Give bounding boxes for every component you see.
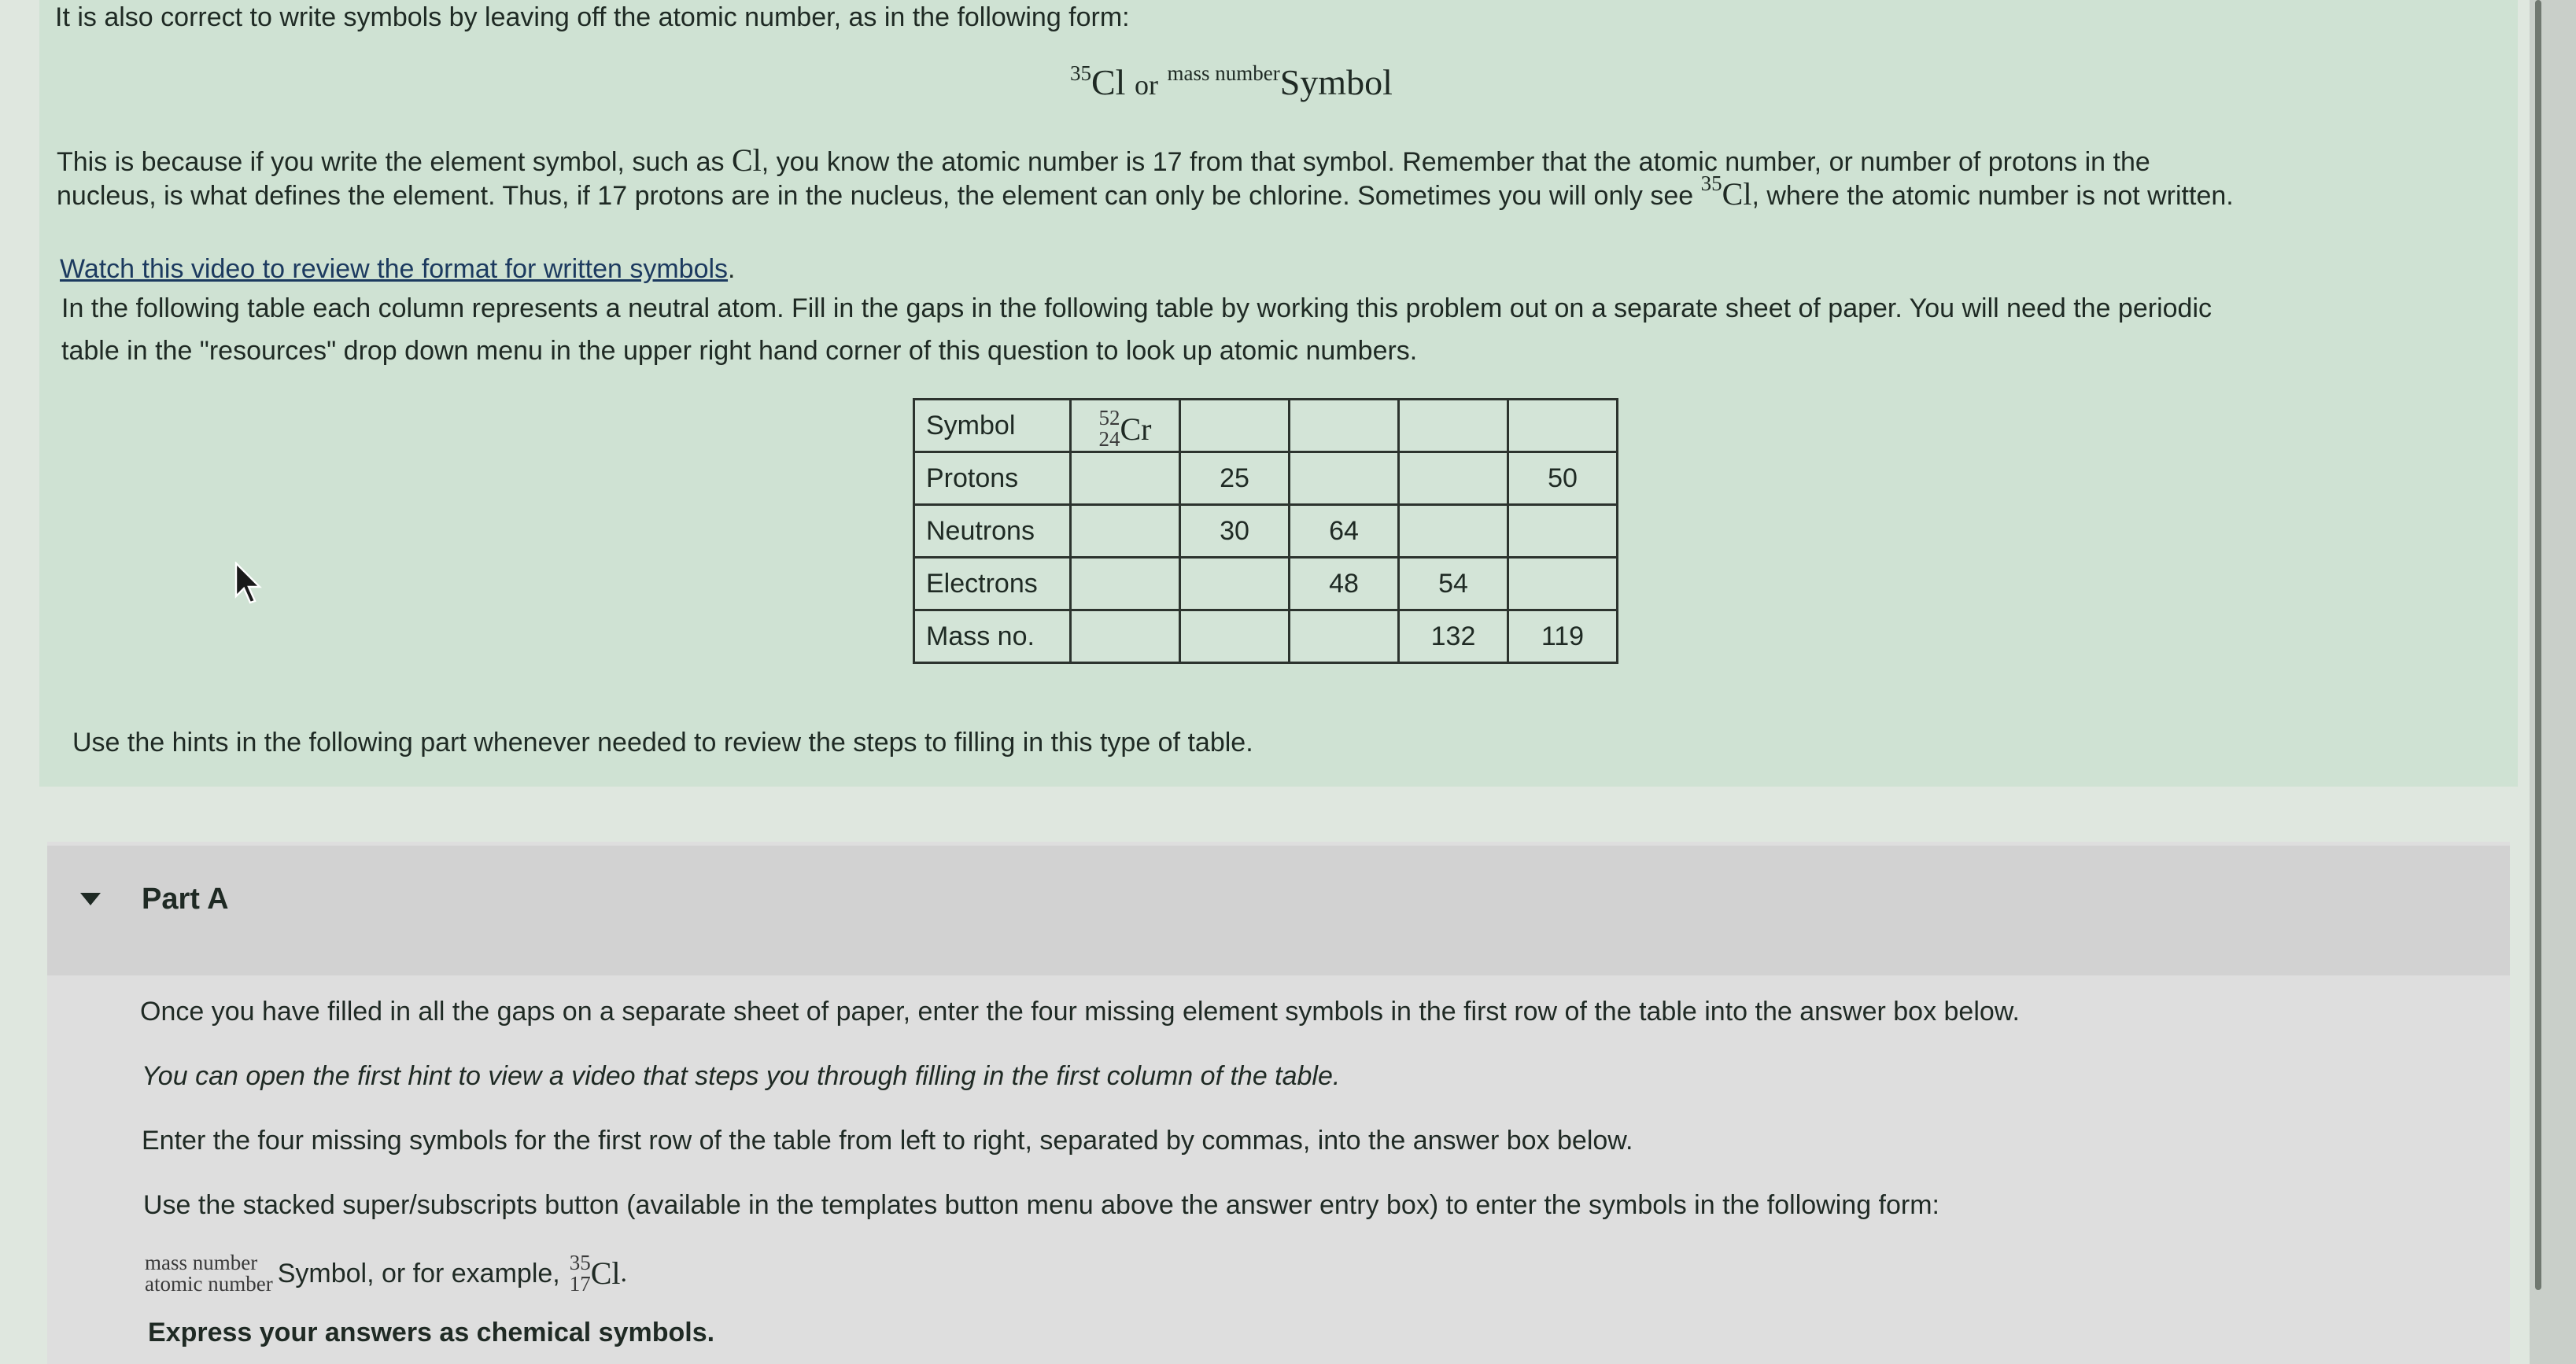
table-cell (1290, 610, 1399, 663)
express-instruction: Express your answers as chemical symbols. (148, 1318, 715, 1347)
table-cell: 30 (1180, 505, 1290, 558)
table-cell (1290, 400, 1399, 452)
scrollbar[interactable] (2535, 0, 2541, 1290)
element-cl: Cl (1722, 176, 1752, 212)
row-header-symbol: Symbol (914, 400, 1071, 452)
table-cell (1399, 400, 1508, 452)
part-a-label[interactable]: Part A (142, 883, 229, 916)
table-cell (1071, 558, 1180, 610)
explanation-text: nucleus, is what defines the element. Thus, if 17 protons are in the nucleus, the element can only be chlorine. Sometimes you will only see (57, 181, 1694, 211)
part-a-hint-note: You can open the first hint to view a video that steps you through filling in the first column of the table. (142, 1061, 1341, 1091)
table-cell (1180, 610, 1290, 663)
video-link[interactable]: Watch this video to review the format for written symbols (60, 254, 729, 284)
example-atomic: 17 (569, 1272, 591, 1296)
table-cell (1071, 505, 1180, 558)
table-cell (1290, 452, 1399, 505)
sup-mass: 35 (1700, 171, 1722, 195)
row-header: Protons (914, 452, 1071, 505)
table-cell (1180, 400, 1290, 452)
formula-mass: 35 (1070, 61, 1091, 85)
part-a-form-example (145, 1252, 627, 1295)
given-symbol-cell (1071, 400, 1180, 452)
table-row (914, 452, 1618, 505)
formula-element: Cl (1091, 62, 1126, 102)
given-mass: 52 (1098, 406, 1120, 429)
explanation-text: This is because if you write the element symbol, such as (57, 147, 725, 177)
collapse-arrow-icon[interactable] (80, 893, 101, 905)
row-header: Mass no. (914, 610, 1071, 663)
period: . (728, 254, 736, 284)
video-link-line (60, 252, 736, 286)
table-cell (1508, 400, 1618, 452)
table-cell (1071, 452, 1180, 505)
table-row (914, 610, 1618, 663)
table-cell: 64 (1290, 505, 1399, 558)
form-atomic-label: atomic number (145, 1272, 273, 1296)
table-cell (1071, 610, 1180, 663)
table-cell: 119 (1508, 610, 1618, 663)
period: . (620, 1259, 628, 1288)
example-stack (570, 1252, 591, 1295)
table-cell (1180, 558, 1290, 610)
table-cell: 25 (1180, 452, 1290, 505)
form-stack (145, 1252, 273, 1295)
isotope-table (913, 398, 1618, 664)
given-atomic: 24 (1098, 427, 1120, 451)
given-isotope-numbers (1099, 407, 1120, 450)
element-cl: Cl (731, 142, 762, 178)
formula-symbol: Symbol (1279, 62, 1393, 102)
table-cell: 54 (1399, 558, 1508, 610)
explanation-text: , you know the atomic number is 17 from that symbol. Remember that the atomic number, or number of protons in the (761, 147, 2150, 177)
table-row (914, 558, 1618, 610)
problem-panel (39, 0, 2518, 787)
mouse-cursor-icon (234, 562, 266, 606)
part-a-paragraph-4: Use the stacked super/subscripts button (available in the templates button menu above the answer entry box) to enter the symbols in the following form: (143, 1190, 1939, 1220)
form-text: Symbol, or for example, (277, 1259, 560, 1288)
table-cell (1399, 505, 1508, 558)
form-mass-label: mass number (145, 1251, 258, 1274)
formula-mass-label: mass number (1167, 61, 1280, 85)
row-header: Electrons (914, 558, 1071, 610)
explanation-text: , where the atomic number is not written. (1751, 181, 2234, 211)
part-a-header[interactable] (47, 846, 2510, 975)
example-isotope (570, 1252, 627, 1295)
part-a-paragraph-3: Enter the four missing symbols for the first row of the table from left to right, separated by commas, into the answer box below. (142, 1126, 1633, 1156)
example-mass: 35 (569, 1251, 591, 1274)
row-header: Neutrons (914, 505, 1071, 558)
table-cell (1508, 558, 1618, 610)
part-a-paragraph-1: Once you have filled in all the gaps on a separate sheet of paper, enter the four missing element symbols in the first row of the table into the answer box below. (140, 997, 2020, 1027)
intro-line: It is also correct to write symbols by leaving off the atomic number, as in the following form: (55, 2, 1130, 32)
table-cell (1508, 505, 1618, 558)
table-row-symbol (914, 400, 1618, 452)
instructions-line-1: In the following table each column represents a neutral atom. Fill in the gaps in the following table by working this problem out on a separate sheet of paper. You will need the periodic (61, 293, 2212, 323)
formula-or: or (1134, 69, 1158, 101)
explanation-line-2 (57, 171, 2234, 215)
explanation-line-1 (57, 143, 2150, 179)
table-cell: 132 (1399, 610, 1508, 663)
hints-note: Use the hints in the following part whenever needed to review the steps to filling in this type of table. (72, 728, 1253, 758)
table-row (914, 505, 1618, 558)
example-element: Cl (590, 1255, 621, 1291)
table-cell (1399, 452, 1508, 505)
given-element: Cr (1120, 411, 1152, 447)
table-cell: 50 (1508, 452, 1618, 505)
instructions-line-2: table in the "resources" drop down menu in the upper right hand corner of this question to look up atomic numbers. (61, 336, 1418, 366)
table-cell: 48 (1290, 558, 1399, 610)
formula-example (1070, 61, 1393, 103)
